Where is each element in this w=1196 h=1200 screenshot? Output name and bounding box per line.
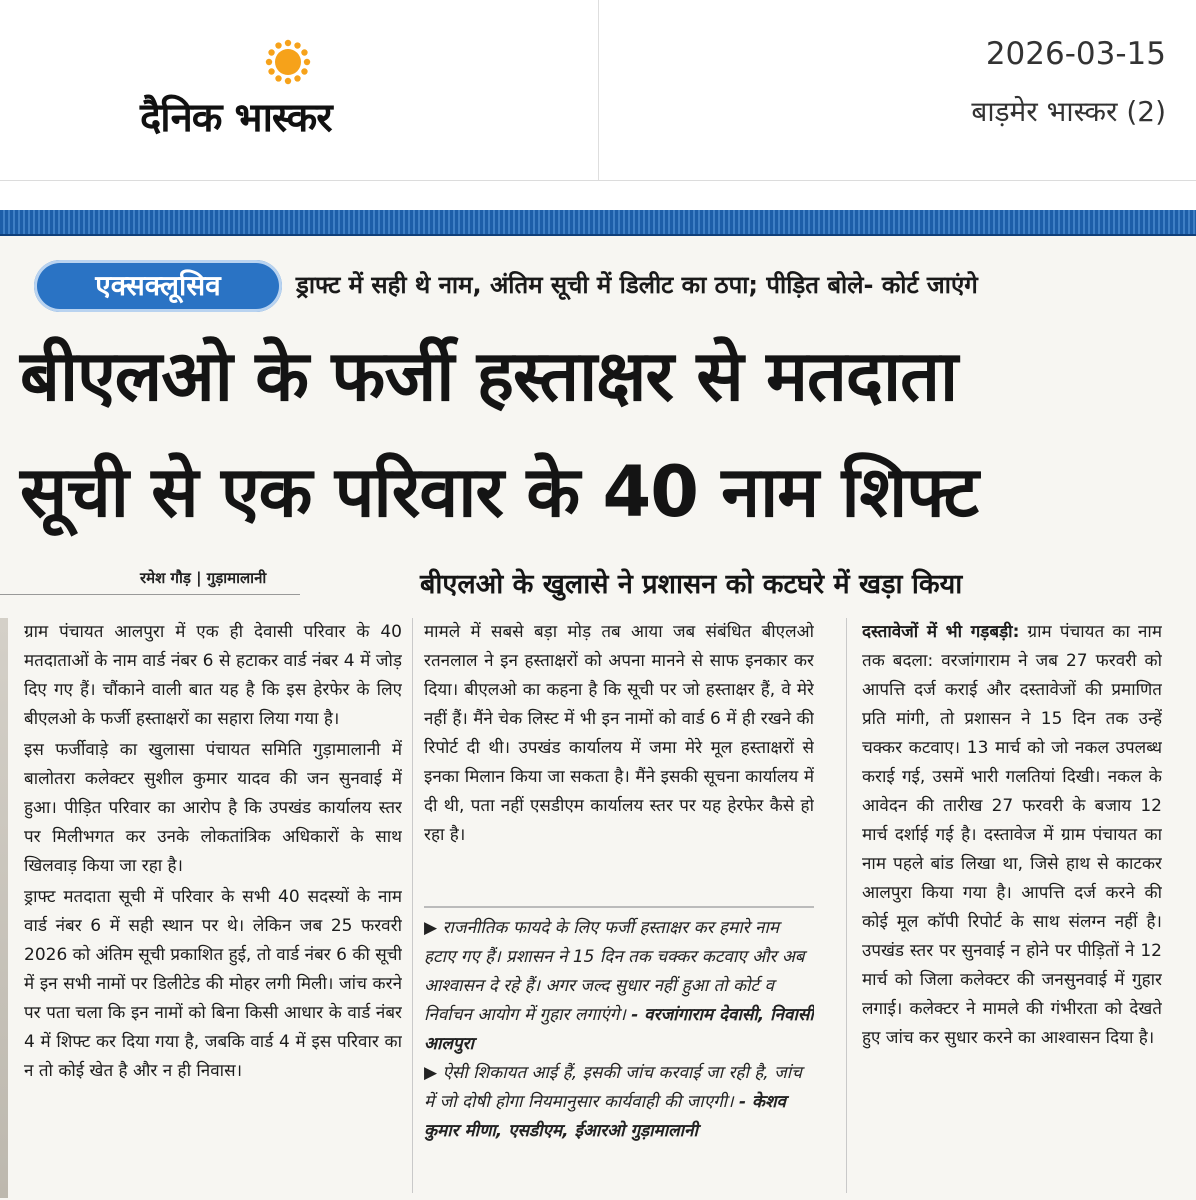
byline: रमेश गौड़ | गुड़ामालानी (140, 569, 267, 587)
quotes-box (424, 914, 814, 1194)
paragraph: ग्राम पंचायत आलपुरा में एक ही देवासी परिवार के 40 मतदाताओं के नाम वार्ड नंबर 6 से हटाकर वार्ड नंबर 4 में जोड़ दिए गए हैं। चौंकाने वाली बात यह है कि इस हेरफेर के लिए बीएलओ के फर्जी हस्ताक्षरों का सहारा लिया गया है। (24, 622, 402, 729)
quote-author: - केशव कुमार मीणा, एसडीएम, ईआरओ गुड़ामालानी (424, 1092, 786, 1141)
quote-author: - वरजांगाराम देवासी, निवासी आलपुरा (424, 1005, 814, 1054)
article-column-1 (24, 618, 402, 1198)
newspaper-clipping (0, 210, 1196, 1200)
column-rule (846, 618, 847, 1193)
paragraph: मामले में सबसे बड़ा मोड़ तब आया जब संबंधित बीएलओ रतनलाल ने इन हस्ताक्षरों को अपना मानने से साफ इनकार कर दिया। बीएलओ का कहना है कि सूची पर जो हस्ताक्षर हैं, वे मेरे नहीं हैं। मैंने चेक लिस्ट में भी इन नामों को वार्ड 6 में ही रखने की रिपोर्ट दी थी। उपखंड कार्यालय में जमा मेरे मूल हस्ताक्षरों से इनका मिलान किया जा सकता है। मैंने इसकी सूचना कार्यालय में दी थी, पता नहीं एसडीएम कार्यालय स्तर पर यह हेरफेर कैसे हो रहा है। (424, 622, 814, 845)
quote-text: ▶ ऐसी शिकायत आई हैं, इसकी जांच करवाई जा रही है, जांच में जो दोषी होगा नियमानुसार कार्यवाही की जाएगी। (424, 1063, 802, 1112)
column-rule (412, 618, 413, 1193)
sun-ray (304, 59, 310, 65)
article-column-3 (862, 618, 1162, 1198)
article-column-2 (424, 618, 814, 898)
headline-line-1: बीएलओ के फर्जी हस्ताक्षर से मतदाता (20, 335, 958, 417)
sun-ray (294, 42, 300, 48)
paragraph (862, 618, 1162, 1053)
sun-ray (285, 40, 291, 46)
sun-ray (294, 75, 300, 81)
paragraph: ड्राफ्ट मतदाता सूची में परिवार के सभी 40 सदस्यों के नाम वार्ड नंबर 6 में सही स्थान पर थे। लेकिन जब 25 फरवरी 2026 को अंतिम सूची प्रकाशित हुई, तो वार्ड नंबर 6 की सूची में इन सभी नामों पर डिलीटेड की मोहर लगी मिली। जांच करने पर पता चला कि इन नामों को बिना किसी आधार के वार्ड नंबर 4 में शिफ्ट कर दिया गया है, जबकि वार्ड 4 में इस परिवार का न तो कोई खेत है और न ही निवास। (24, 887, 402, 1081)
byline-rule (0, 594, 300, 595)
page-header (0, 0, 1196, 181)
subheadline: बीएलओ के खुलासे ने प्रशासन को कटघरे में खड़ा किया (420, 569, 963, 600)
sun-ray (275, 75, 281, 81)
section-lead: दस्तावेजों में भी गड़बड़ी: (862, 622, 1020, 642)
quote-1 (424, 914, 814, 1059)
sun-ray (268, 49, 274, 55)
sun-logo-icon (264, 38, 312, 86)
headline-line-2: सूची से एक परिवार के 40 नाम शिफ्ट (20, 451, 978, 533)
exclusive-badge: एक्सक्लूसिव (34, 260, 282, 312)
brand-logo-text: दैनिक भास्कर (140, 95, 332, 141)
sun-ray (301, 49, 307, 55)
quote-text: ▶ राजनीतिक फायदे के लिए फर्जी हस्ताक्षर कर हमारे नाम हटाए गए हैं। प्रशासन ने 15 दिन तक चक्कर कटवाए और अब आश्वासन दे रहे हैं। अगर जल्द सुधार नहीं हुआ तो कोर्ट व निर्वाचन आयोग में गुहार लगाएंगे। (424, 918, 805, 1025)
quote-divider (424, 906, 814, 908)
sun-ray (266, 59, 272, 65)
sun-ray (275, 42, 281, 48)
sun-ray (301, 68, 307, 74)
quote-2 (424, 1059, 814, 1146)
section-text: ग्राम पंचायत का नाम तक बदला: वरजांगाराम ने जब 27 फरवरी को आपत्ति दर्ज कराई और दस्तावेजों की प्रमाणित प्रति मांगी, तो प्रशासन ने 15 दिन तक उन्हें चक्कर कटवाए। 13 मार्च को जो नकल उपलब्ध कराई गई, उसमें भारी गलतियां दिखी। नकल के आवेदन की तारीख 27 फरवरी के बजाय 12 मार्च दर्शाई गई है। दस्तावेज में ग्राम पंचायत का नाम पहले बांड लिखा था, जिसे हाथ से काटकर आलपुरा किया गया है। आपत्ति दर्ज करने की कोई मूल कॉपी रिपोर्ट के साथ संलग्न नहीं है। उपखंड स्तर पर सुनवाई न होने पर पीड़ितों ने 12 मार्च को जिला कलेक्टर की जनसुनवाई में गुहार लगाई। कलेक्टर ने मामले की गंभीरता को देखते हुए जांच कर सुधार करने का आश्वासन दिया है। (862, 622, 1162, 1048)
sun-ray (285, 78, 291, 84)
paragraph: इस फर्जीवाड़े का खुलासा पंचायत समिति गुड़ामालानी में बालोतरा कलेक्टर सुशील कुमार यादव की जन सुनवाई में हुआ। पीड़ित परिवार का आरोप है कि उपखंड कार्यालय स्तर पर मिलीभगत कर उनके लोकतांत्रिक अधिकारों के साथ खिलवाड़ किया जा रहा है। (24, 740, 402, 876)
left-edge-strip (0, 618, 8, 1198)
edition-name: बाड़मेर भास्कर (2) (971, 95, 1166, 128)
sun-ray (268, 68, 274, 74)
header-divider (598, 0, 599, 180)
publication-date: 2026-03-15 (985, 36, 1166, 72)
blue-top-band (0, 210, 1196, 236)
article-kicker: ड्राफ्ट में सही थे नाम, अंतिम सूची में डिलीट का ठपा; पीड़ित बोले- कोर्ट जाएंगे (296, 271, 978, 299)
